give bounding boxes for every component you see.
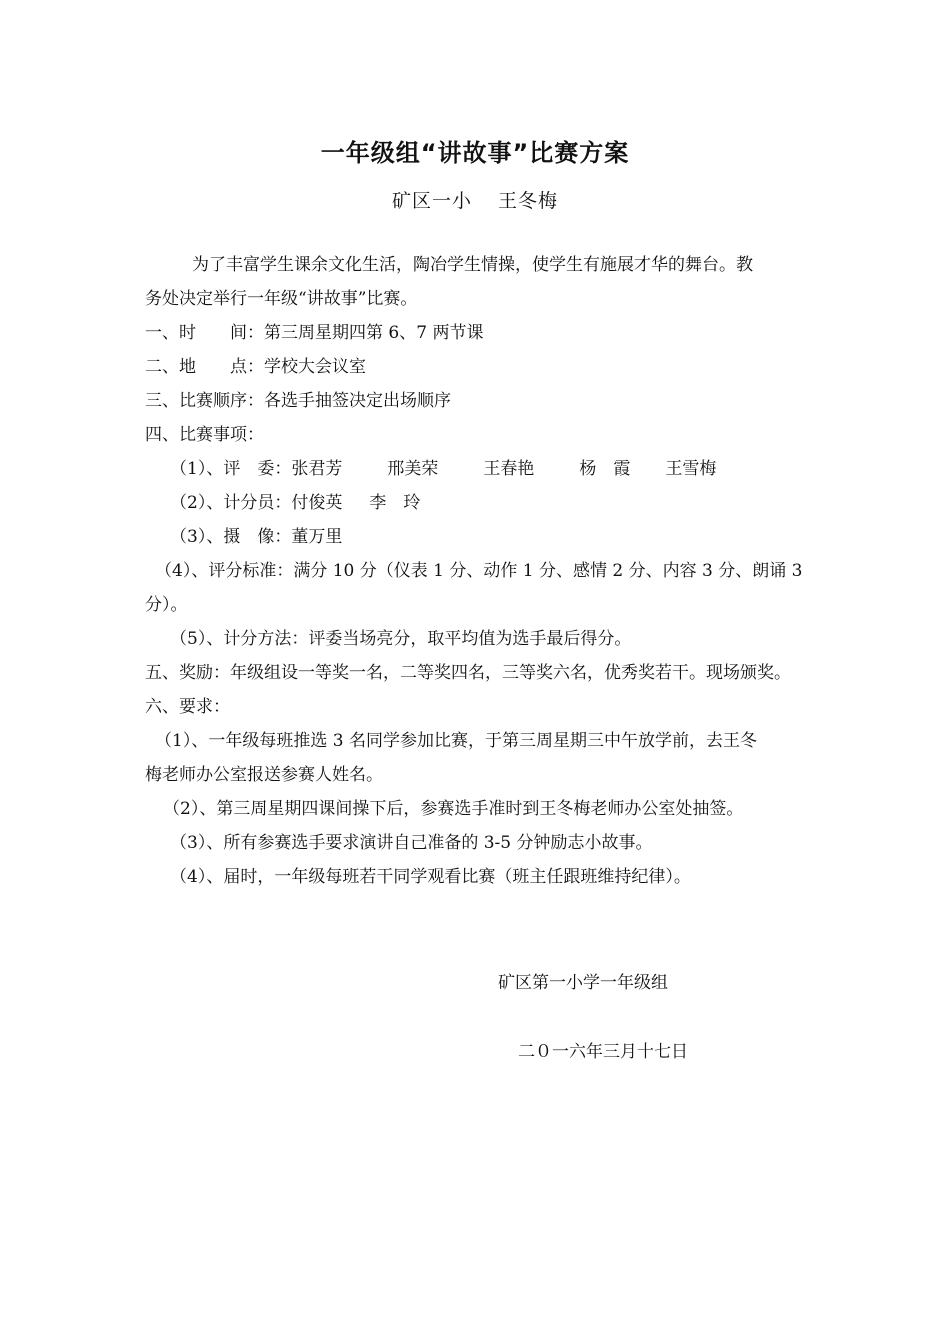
time-value: 第三周星期四第 6、7 两节课 xyxy=(264,323,484,343)
scorer-name: 付俊英 xyxy=(291,493,343,513)
criteria-line-2: 分）。 xyxy=(145,595,188,615)
judges-item xyxy=(170,458,716,480)
document-title: 一年级组“讲故事”比赛方案 xyxy=(320,139,630,167)
author-name: 王冬梅 xyxy=(498,190,559,212)
order-item xyxy=(145,390,451,412)
judge-name: 张君芳 xyxy=(291,459,343,479)
scorer-name: 李 玲 xyxy=(369,493,421,513)
requirement-3: （3）、所有参赛选手要求演讲自己准备的 3-5 分钟励志小故事。 xyxy=(170,833,653,853)
scorers-label: （2）、计分员： xyxy=(170,493,292,513)
requirement-1-line-2: 梅老师办公室报送参赛人姓名。 xyxy=(145,765,383,785)
place-item xyxy=(145,356,366,378)
scoring-method: （5）、计分方法：评委当场亮分，取平均值为选手最后得分。 xyxy=(170,629,632,649)
camera-value: 董万里 xyxy=(291,527,343,547)
place-label: 二、地 点： xyxy=(145,357,264,377)
camera-item xyxy=(170,526,342,548)
place-value: 学校大会议室 xyxy=(264,357,366,377)
time-item xyxy=(145,322,483,344)
camera-label: （3）、摄 像： xyxy=(170,527,292,547)
criteria-line-1: （4）、评分标准：满分 10 分（仪表 1 分、动作 1 分、感情 2 分、内容 3 分、朗诵 3 xyxy=(155,561,803,581)
scorers-item xyxy=(170,492,420,514)
requirements-heading: 六、要求： xyxy=(145,697,230,717)
signature-organization: 矿区第一小学一年级组 xyxy=(498,973,668,993)
requirement-4: （4）、届时，一年级每班若干同学观看比赛（班主任跟班维持纪律）。 xyxy=(170,867,691,887)
judges-label: （1）、评 委： xyxy=(170,459,292,479)
order-value: 各选手抽签决定出场顺序 xyxy=(264,391,451,411)
requirement-1-line-1: （1）、一年级每班推选 3 名同学参加比赛，于第三周星期三中午放学前，去王冬 xyxy=(155,731,757,751)
intro-line-1: 为了丰富学生课余文化生活，陶冶学生情操，使学生有施展才华的舞台。教 xyxy=(192,255,753,275)
order-label: 三、比赛顺序： xyxy=(145,391,264,411)
judge-name: 王雪梅 xyxy=(665,459,717,479)
time-label: 一、时 间： xyxy=(145,323,264,343)
intro-line-2: 务处决定举行一年级“讲故事”比赛。 xyxy=(145,289,418,309)
judge-name: 王春艳 xyxy=(483,459,535,479)
author-school: 矿区一小 xyxy=(391,190,472,212)
matters-heading: 四、比赛事项： xyxy=(145,425,264,445)
signature-date: 二０一六年三月十七日 xyxy=(518,1042,688,1062)
awards-item: 五、奖励：年级组设一等奖一名，二等奖四名，三等奖六名，优秀奖若干。现场颁奖。 xyxy=(145,663,791,683)
judge-name: 杨 霞 xyxy=(579,459,631,479)
author-line xyxy=(0,186,950,213)
judge-name: 邢美荣 xyxy=(387,459,439,479)
requirement-2: （2）、第三周星期四课间操下后，参赛选手准时到王冬梅老师办公室处抽签。 xyxy=(163,799,744,819)
